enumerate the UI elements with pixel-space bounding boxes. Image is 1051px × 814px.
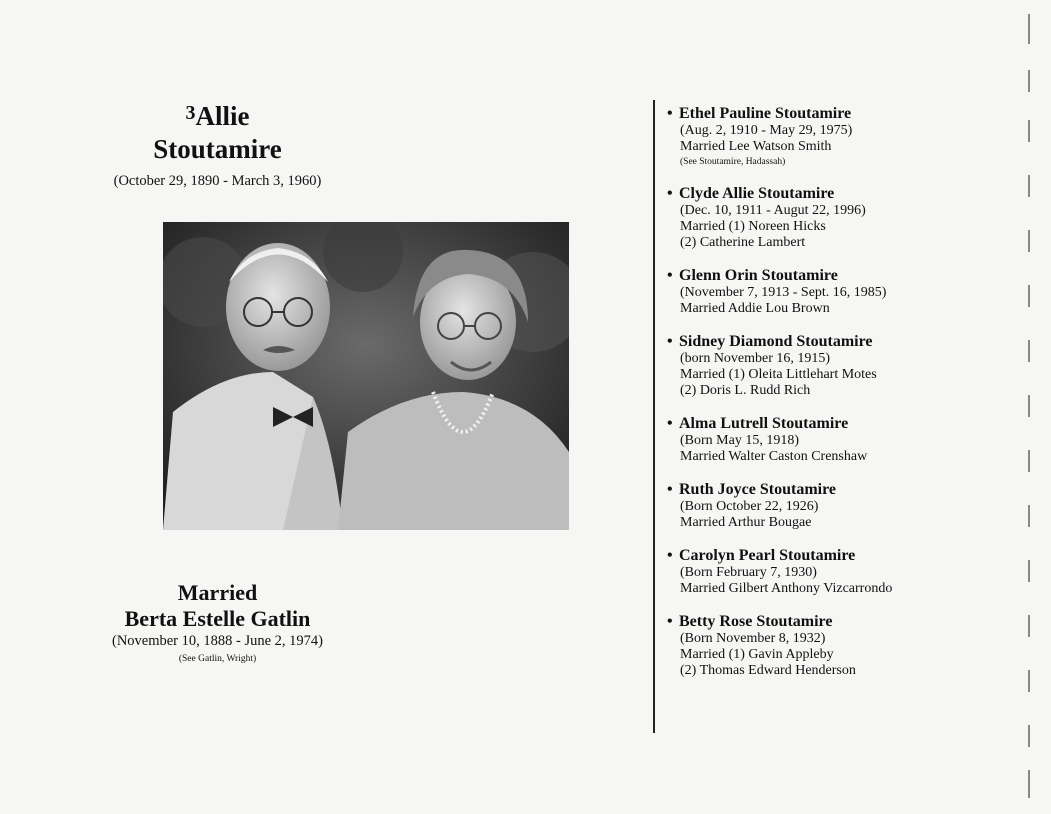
child-dates: (Born February 7, 1930) [680, 565, 817, 580]
scan-edge-mark [1028, 395, 1030, 417]
bullet-icon: • [667, 333, 673, 350]
portrait-photo [163, 222, 569, 530]
child-name: Ethel Pauline Stoutamire [679, 105, 852, 122]
child-marriage-2: (2) Catherine Lambert [680, 235, 806, 250]
list-item [667, 104, 1027, 169]
child-note: (See Stoutamire, Hadassah) [680, 157, 786, 167]
spouse-note: (See Gatlin, Wright) [178, 654, 257, 664]
scan-edge-mark [1028, 770, 1030, 798]
subject-last-name: Stoutamire [153, 134, 282, 164]
child-name: Sidney Diamond Stoutamire [679, 333, 873, 350]
scan-edge-mark [1028, 725, 1030, 747]
child-name: Alma Lutrell Stoutamire [679, 415, 849, 432]
bullet-icon: • [667, 415, 673, 432]
child-name: Carolyn Pearl Stoutamire [679, 547, 856, 564]
scan-edge-mark [1028, 285, 1030, 307]
child-dates: (Born May 15, 1918) [680, 433, 799, 448]
subject-dates: (October 29, 1890 - March 3, 1960) [113, 173, 322, 189]
list-item [667, 546, 1027, 597]
child-name: Ruth Joyce Stoutamire [679, 481, 837, 498]
scan-edge-mark [1028, 120, 1030, 142]
child-dates: (November 7, 1913 - Sept. 16, 1985) [680, 285, 887, 300]
list-item [667, 480, 1027, 531]
scan-edge-mark [1028, 615, 1030, 637]
child-name: Glenn Orin Stoutamire [679, 267, 838, 284]
scan-edge-mark [1028, 230, 1030, 252]
child-dates: (Dec. 10, 1911 - Augut 22, 1996) [680, 203, 866, 218]
child-name: Clyde Allie Stoutamire [679, 185, 835, 202]
scan-edge-mark [1028, 340, 1030, 362]
bullet-icon: • [667, 185, 673, 202]
child-dates: (born November 16, 1915) [680, 351, 831, 366]
bullet-icon: • [667, 105, 673, 122]
spouse-block [80, 580, 355, 664]
list-item [667, 184, 1027, 251]
list-item [667, 612, 1027, 679]
child-marriage-2: (2) Doris L. Rudd Rich [680, 383, 811, 398]
child-marriage: Married Addie Lou Brown [680, 301, 830, 316]
spouse-dates: (November 10, 1888 - June 2, 1974) [111, 633, 323, 649]
scan-edge-mark [1028, 14, 1030, 44]
child-dates: (Born October 22, 1926) [680, 499, 819, 514]
scan-edge-mark [1028, 450, 1030, 472]
list-item [667, 266, 1027, 317]
child-dates: (Aug. 2, 1910 - May 29, 1975) [680, 123, 853, 138]
scan-edge-mark [1028, 505, 1030, 527]
child-marriage: Married (1) Noreen Hicks [680, 219, 826, 234]
child-marriage: Married Gilbert Anthony Vizcarrondo [680, 581, 893, 596]
scan-edge-mark [1028, 175, 1030, 197]
child-marriage: Married (1) Gavin Appleby [680, 647, 834, 662]
scan-edge-mark [1028, 670, 1030, 692]
child-marriage: Married Lee Watson Smith [680, 139, 832, 154]
generation-number: 3 [185, 102, 196, 124]
children-list [667, 104, 1027, 694]
bullet-icon: • [667, 267, 673, 284]
child-name: Betty Rose Stoutamire [679, 613, 833, 630]
subject-header [80, 97, 355, 190]
subject-first-name: Allie [195, 101, 250, 131]
subject-name [80, 97, 355, 166]
list-item [667, 332, 1027, 399]
child-marriage: Married (1) Oleita Littlehart Motes [680, 367, 877, 382]
column-divider [653, 100, 655, 733]
bullet-icon: • [667, 481, 673, 498]
bleed-through-decoration [430, 100, 439, 138]
child-marriage-2: (2) Thomas Edward Henderson [680, 663, 856, 678]
married-label: Married [177, 580, 258, 605]
bullet-icon: • [667, 613, 673, 630]
child-marriage: Married Arthur Bougae [680, 515, 812, 530]
bullet-icon: • [667, 547, 673, 564]
scan-edge-mark [1028, 560, 1030, 582]
list-item [667, 414, 1027, 465]
scan-edge-mark [1028, 70, 1030, 92]
child-marriage: Married Walter Caston Crenshaw [680, 449, 868, 464]
child-dates: (Born November 8, 1932) [680, 631, 826, 646]
portrait-photo-icon [163, 222, 569, 530]
spouse-name: Berta Estelle Gatlin [124, 606, 311, 631]
